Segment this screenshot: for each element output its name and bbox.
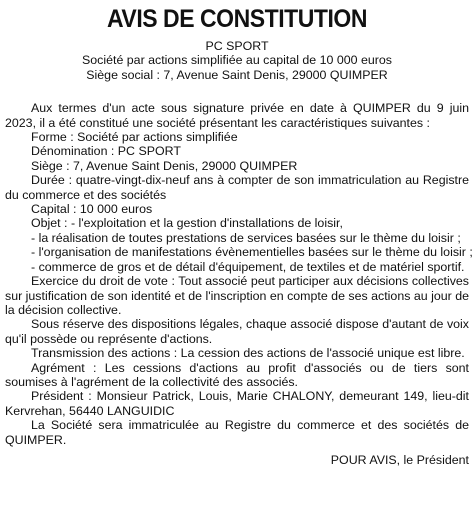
notice-body [5, 101, 473, 447]
objet-item: - l'organisation de manifestations évènementielles basées sur le thème du loisir ; [31, 245, 473, 260]
immatriculation-paragraph: La Société sera immatriculée au Registre du commerce et des sociétés de QUIMPER. [5, 418, 469, 447]
forme-line: Forme : Société par actions simplifiée [31, 130, 238, 145]
transmission-paragraph: Transmission des actions : La cession des actions de l'associé unique est libre. [31, 346, 465, 361]
objet-intro: Objet : - l'exploitation et la gestion d'installations de loisir, [31, 216, 343, 231]
company-name: PC SPORT [205, 39, 269, 53]
reserve-paragraph: Sous réserve des dispositions légales, chaque associé dispose d'autant de voix qu'il possède ou représente d'actions. [5, 317, 469, 346]
president-paragraph: Président : Monsieur Patrick, Louis, Marie CHALONY, demeurant 149, lieu-dit Kervrehan, 56440 LANGUIDIC [5, 389, 469, 418]
notice-title: AVIS DE CONSTITUTION [106, 5, 367, 33]
objet-item: - commerce de gros et de détail d'équipement, de textiles et de matériel sportif. [31, 259, 465, 274]
siege-line: Siège : 7, Avenue Saint Denis, 29000 QUIMPER [31, 158, 298, 173]
objet-item: - la réalisation de toutes prestations de services basées sur le thème du loisir ; [31, 230, 461, 245]
legal-form: Société par actions simplifiée au capital de 10 000 euros [82, 53, 392, 68]
capital-line: Capital : 10 000 euros [31, 202, 153, 217]
vote-paragraph: Exercice du droit de vote : Tout associé peut participer aux décisions collectives sur justification de son identité et de l'inscription en compte de ses actions au jour de la décision collective. [5, 274, 469, 317]
denomination-line: Dénomination : PC SPORT [31, 144, 181, 159]
agrement-paragraph: Agrément : Les cessions d'actions au profit d'associés ou de tiers sont soumises à l'agrément de la collectivité des associés. [5, 360, 469, 389]
signature-line: POUR AVIS, le Président [330, 452, 469, 467]
duree-paragraph: Durée : quatre-vingt-dix-neuf ans à compter de son immatriculation au Registre du commerce et des sociétés [5, 173, 469, 202]
intro-paragraph: Aux termes d'un acte sous signature privée en date à QUIMPER du 9 juin 2023, il a été constitué une société présentant les caractéristiques suivantes : [5, 101, 469, 130]
registered-seat: Siège social : 7, Avenue Saint Denis, 29000 QUIMPER [86, 67, 388, 82]
notice-header [5, 39, 469, 82]
